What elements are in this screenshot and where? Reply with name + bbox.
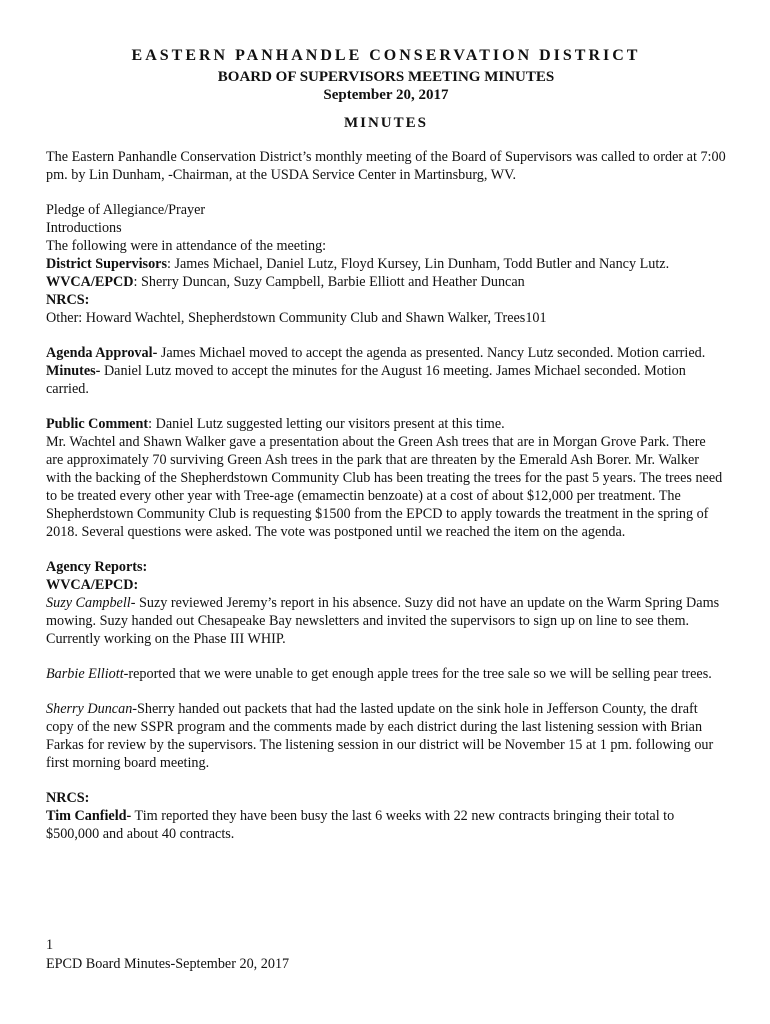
agency-reports-block bbox=[46, 558, 726, 648]
meeting-date: September 20, 2017 bbox=[323, 87, 449, 103]
footer-text: EPCD Board Minutes-September 20, 2017 bbox=[46, 956, 290, 972]
public-comment-line bbox=[46, 415, 726, 433]
nrcs-report-block bbox=[46, 789, 726, 843]
approvals-block bbox=[46, 344, 726, 398]
barbie-name: Barbie Elliott bbox=[46, 666, 124, 682]
wvca-label: WVCA/EPCD bbox=[46, 274, 134, 290]
agency-wvca-label: WVCA/EPCD: bbox=[46, 577, 139, 593]
minutes-text: Daniel Lutz moved to accept the minutes for the August 16 meeting. James Michael seconded. Motion carried. bbox=[46, 363, 686, 397]
page-footer bbox=[46, 936, 289, 974]
supervisors-line bbox=[46, 255, 726, 273]
opening-block bbox=[46, 201, 726, 327]
public-comment-text: : Daniel Lutz suggested letting our visitors present at this time. bbox=[148, 416, 505, 432]
agency-nrcs-label: NRCS: bbox=[46, 790, 90, 806]
suzy-name: Suzy Campbell bbox=[46, 595, 131, 611]
barbie-text: -reported that we were unable to get enough apple trees for the tree sale so we will be selling pear trees. bbox=[123, 666, 712, 682]
minutes-approval bbox=[46, 362, 726, 398]
barbie-report bbox=[46, 665, 726, 683]
sherry-report bbox=[46, 700, 726, 772]
public-comment-label: Public Comment bbox=[46, 416, 149, 432]
attendance-intro: The following were in attendance of the meeting: bbox=[46, 238, 327, 254]
agenda-approval bbox=[46, 344, 726, 362]
suzy-text: - Suzy reviewed Jeremy’s report in his absence. Suzy did not have an update on the Warm Spring Dams mowing. Suzy handed out Chesapeake Bay newsletters and invited the supervisors to sign up on line to see them. Currently working on the Phase III WHIP. bbox=[46, 595, 720, 647]
suzy-report bbox=[46, 594, 726, 648]
agenda-label: Agenda Approval- bbox=[46, 345, 158, 361]
document-subtitle: BOARD OF SUPERVISORS MEETING MINUTES bbox=[217, 69, 555, 85]
minutes-label: Minutes- bbox=[46, 363, 101, 379]
supervisors-list: : James Michael, Daniel Lutz, Floyd Kursey, Lin Dunham, Todd Butler and Nancy Lutz. bbox=[166, 256, 670, 272]
introductions-line: Introductions bbox=[46, 220, 122, 236]
tim-name: Tim Canfield- bbox=[46, 808, 132, 824]
intro-paragraph: The Eastern Panhandle Conservation District’s monthly meeting of the Board of Supervisors was called to order at 7:00 pm. by Lin Dunham, -Chairman, at the USDA Service Center in Martinsburg, WV. bbox=[46, 149, 726, 183]
agenda-text: James Michael moved to accept the agenda as presented. Nancy Lutz seconded. Motion carried. bbox=[157, 345, 706, 361]
nrcs-attendance-label: NRCS: bbox=[46, 292, 90, 308]
document-header bbox=[46, 46, 726, 133]
section-title: MINUTES bbox=[343, 115, 428, 131]
wvca-line bbox=[46, 273, 726, 291]
pledge-line: Pledge of Allegiance/Prayer bbox=[46, 202, 206, 218]
other-attendees: Other: Howard Wachtel, Shepherdstown Community Club and Shawn Walker, Trees101 bbox=[46, 310, 547, 326]
agency-reports-label: Agency Reports: bbox=[46, 559, 148, 575]
sherry-text: -Sherry handed out packets that had the lasted update on the sink hole in Jefferson County, the draft copy of the new SSPR program and the comments made by each district during the last listening session with Brian Farkas for review by the supervisors. The listening session in our district will be November 15 at 1 pm. following our first morning board meeting. bbox=[46, 701, 714, 771]
public-comment-body: Mr. Wachtel and Shawn Walker gave a presentation about the Green Ash trees that are in Morgan Grove Park. There are approximately 70 surviving Green Ash trees in the park that are threaten by the Emerald Ash Borer. Mr. Walker with the backing of the Shepherdstown Community Club has been treating the trees for the past 5 years. The trees need to be treated every other year with Tree-age (emamectin benzoate) at a cost of about $12,000 per treatment. The Shepherdstown Community Club is requesting $1500 from the EPCD to apply towards the treatment in the spring of 2018. Several questions were asked. The vote was postponed until we reached the item on the agenda. bbox=[46, 434, 723, 540]
page-number: 1 bbox=[46, 937, 54, 953]
sherry-name: Sherry Duncan bbox=[46, 701, 133, 717]
org-name: EASTERN PANHANDLE CONSERVATION DISTRICT bbox=[131, 47, 641, 64]
wvca-list: : Sherry Duncan, Suzy Campbell, Barbie Elliott and Heather Duncan bbox=[133, 274, 525, 290]
public-comment-block bbox=[46, 415, 726, 541]
supervisors-label: District Supervisors bbox=[46, 256, 167, 272]
tim-report bbox=[46, 807, 726, 843]
tim-text: Tim reported they have been busy the last 6 weeks with 22 new contracts bringing their total to $500,000 and about 40 contracts. bbox=[46, 808, 675, 842]
